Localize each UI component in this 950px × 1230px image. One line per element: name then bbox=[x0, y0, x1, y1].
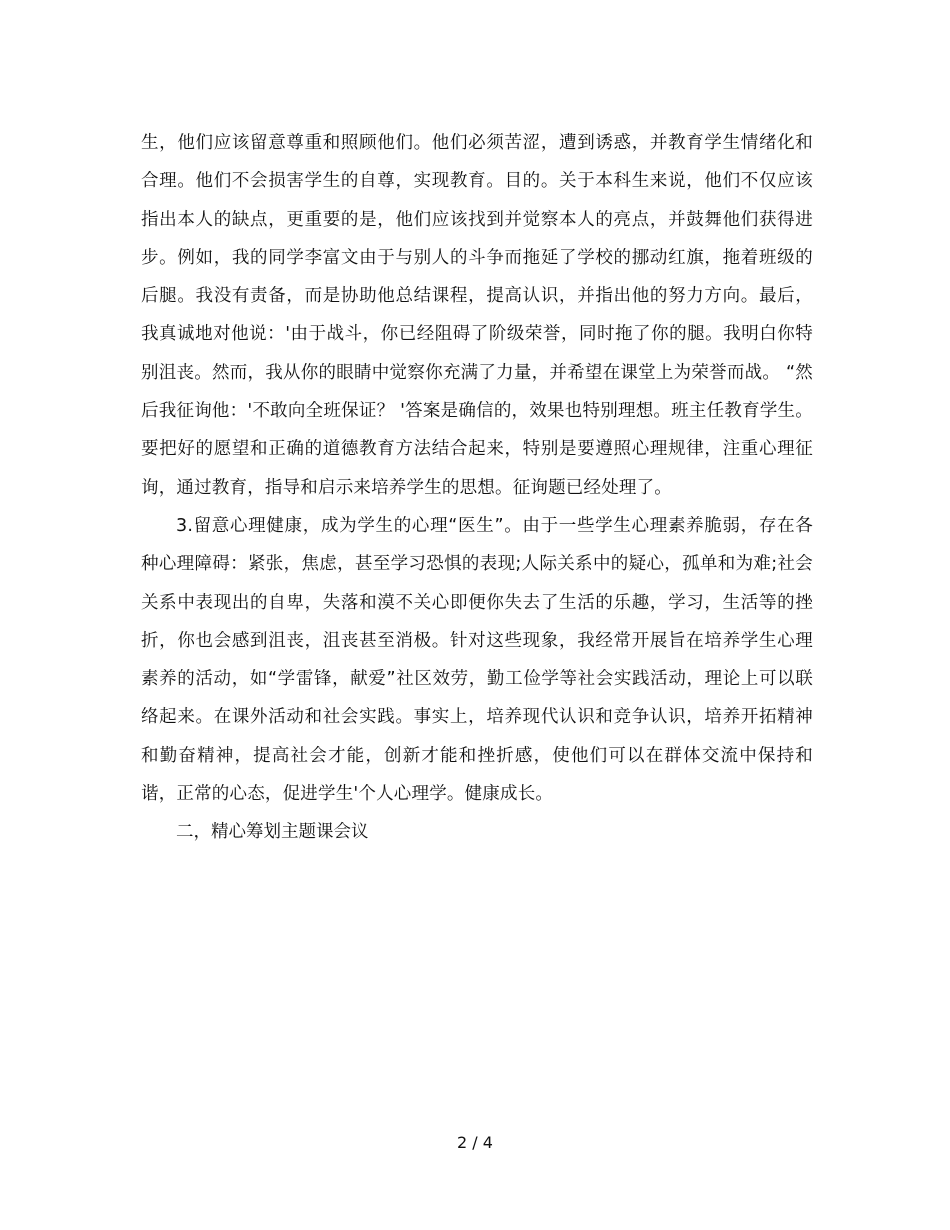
paragraph-continuation: 生，他们应该留意尊重和照顾他们。他们必须苦涩，遭到诱惑，并教育学生情绪化和合理。他们不会损害学生的自尊，实现教育。目的。关于本科生来说，他们不仅应该指出本人的缺点，更重要的是，他们应该找到并觉察本人的亮点，并鼓舞他们获得进步。例如，我的同学李富文由于与别人的斗争而拖延了学校的挪动红旗，拖着班级的后腿。我没有责备，而是协助他总结课程，提高认识，并指出他的努力方向。最后，我真诚地对他说：'由于战斗，你已经阻碍了阶级荣誉，同时拖了你的腿。我明白你特别沮丧。然而，我从你的眼睛中觉察你充满了力量，并希望在课堂上为荣誉而战。 “然后我征询他：'不敢向全班保证？ '答案是确信的，效果也特别理想。班主任教育学生。要把好的愿望和正确的道德教育方法结合起来，特别是要遵照心理规律，注重心理征询，通过教育，指导和启示来培养学生的思想。征询题已经处理了。 bbox=[141, 133, 813, 498]
page-number: 2 / 4 bbox=[457, 1133, 493, 1152]
section-heading: 二，精心筹划主题课会议 bbox=[176, 822, 369, 843]
paragraph-mental-health: 3.留意心理健康，成为学生的心理“医生”。由于一些学生心理素养脆弱，存在各种心理障碍：紧张，焦虑，甚至学习恐惧的表现;人际关系中的疑心，孤单和为难;社会关系中表现出的自卑，失落和漠不关心即便你失去了生活的乐趣，学习，生活等的挫折，你也会感到沮丧，沮丧甚至消极。针对这些现象，我经常开展旨在培养学生心理素养的活动，如“学雷锋，献爱”社区效劳，勤工俭学等社会实践活动，理论上可以联络起来。在课外活动和社会实践。事实上，培养现代认识和竞争认识，培养开拓精神和勤奋精神，提高社会才能，创新才能和挫折感，使他们可以在群体交流中保持和谐，正常的心态，促进学生'个人心理学。健康成长。 bbox=[141, 515, 813, 805]
document-body bbox=[141, 124, 813, 852]
